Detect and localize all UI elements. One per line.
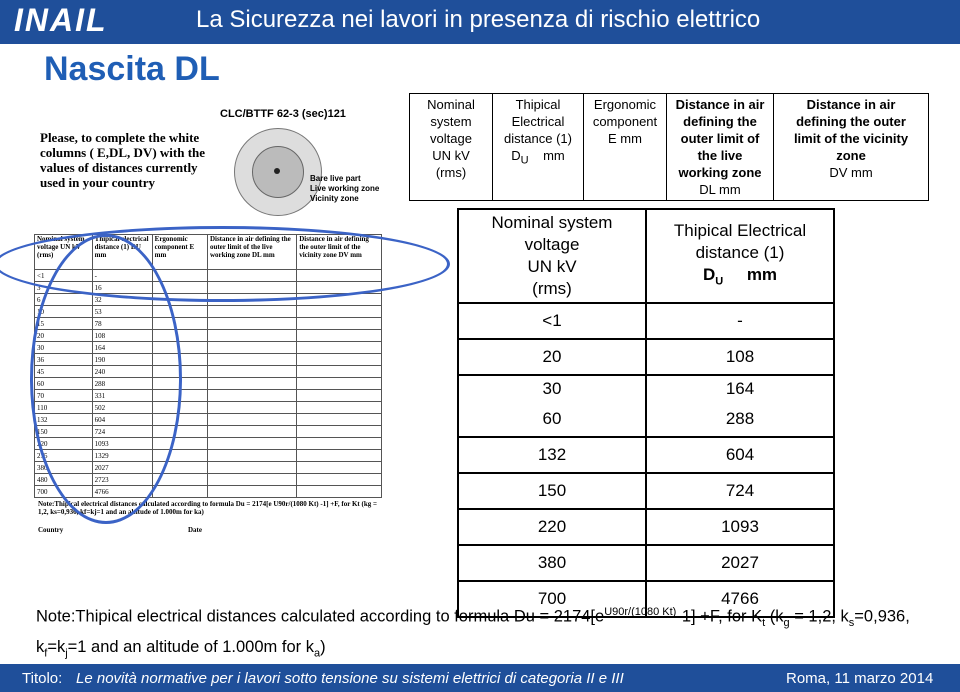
legend-item: Vicinity zone <box>310 194 359 203</box>
scan-cell: 108 <box>92 330 152 342</box>
legend-item: Bare live part <box>310 174 361 183</box>
scan-cell: 53 <box>92 306 152 318</box>
scan-instructions: Please, to complete the white columns ( E,DL, DV) with the values of distances currently used in your country <box>40 130 206 190</box>
scan-cell: - <box>92 270 152 282</box>
scan-header: Distance in air defining the outer limit of the live working zone DL mm <box>207 235 296 270</box>
scan-cell <box>297 366 382 378</box>
table-row <box>458 437 834 473</box>
scan-cell: 45 <box>35 366 93 378</box>
formula-note: Note:Thipical electrical distances calculated according to formula $Du = 2174[e^{U90r/(1080 Kt)}-1] +F$, for $K_t$ ($k_g = 1,2$, $k_s=0,936$, $k_f=k_j=1$ and an altitude of 1.000m for $k_a$) <box>36 606 910 660</box>
scan-cell: 32 <box>92 294 152 306</box>
scan-header: Thipical electrical distance (1) DU mm <box>92 235 152 270</box>
scan-cell: 700 <box>35 486 93 498</box>
column-header-voltage: Nominal system voltage UN kV (rms) <box>458 209 646 303</box>
distance-cell: 164 <box>646 375 834 402</box>
scan-cell <box>297 414 382 426</box>
scan-cell <box>207 438 296 450</box>
scan-cell <box>297 390 382 402</box>
scan-cell <box>207 390 296 402</box>
footer-date: Roma, 11 marzo 2014 <box>786 670 934 687</box>
scan-cell: 70 <box>35 390 93 402</box>
scan-cell: 1329 <box>92 450 152 462</box>
scan-cell <box>207 378 296 390</box>
scan-cell: 30 <box>35 342 93 354</box>
header-cell-electrical-distance: Thipical Electrical distance (1) $D_U$ mm <box>493 94 584 201</box>
scan-cell <box>207 354 296 366</box>
footer-bar <box>0 664 960 692</box>
scan-cell: 164 <box>92 342 152 354</box>
scan-cell <box>297 342 382 354</box>
scan-cell: 331 <box>92 390 152 402</box>
header-cell-voltage: Nominal system voltage UN kV (rms) <box>410 94 493 201</box>
scan-cell <box>207 342 296 354</box>
table-row <box>458 545 834 581</box>
scan-cell <box>207 474 296 486</box>
scan-cell <box>152 486 207 498</box>
scan-cell <box>207 486 296 498</box>
scan-cell: 20 <box>35 330 93 342</box>
scan-cell <box>297 306 382 318</box>
scan-cell <box>297 402 382 414</box>
voltage-cell: 380 <box>458 545 646 581</box>
scan-cell <box>207 318 296 330</box>
scan-cell: 3 <box>35 282 93 294</box>
scan-cell: 502 <box>92 402 152 414</box>
scan-code: CLC/BTTF 62-3 (sec)121 <box>220 108 346 120</box>
header-cell-ergonomic: Ergonomic component E mm <box>584 94 667 201</box>
scan-cell <box>297 330 382 342</box>
scan-cell: 6 <box>35 294 93 306</box>
scan-cell: 190 <box>92 354 152 366</box>
scan-cell <box>207 366 296 378</box>
distance-cell: 604 <box>646 437 834 473</box>
scan-date-label: Date <box>188 526 202 534</box>
voltage-cell: 30 <box>458 375 646 402</box>
scan-cell: 78 <box>92 318 152 330</box>
column-header-distance: Thipical Electrical distance (1) $D_U$ mm <box>646 209 834 303</box>
legend-item: Live working zone <box>310 184 380 193</box>
scan-header: Nominal system voltage UN kV (rms) <box>35 235 93 270</box>
scan-cell <box>297 486 382 498</box>
header-cell-dv: Distance in air defining the outer limit of the vicinity zone DV mm <box>774 94 929 201</box>
distance-cell: 1093 <box>646 509 834 545</box>
scan-cell <box>207 306 296 318</box>
table-row <box>458 402 834 437</box>
scan-cell: 724 <box>92 426 152 438</box>
scan-cell <box>207 426 296 438</box>
table-row <box>458 303 834 339</box>
scan-cell <box>207 330 296 342</box>
scan-cell <box>297 378 382 390</box>
distance-cell: 108 <box>646 339 834 375</box>
scan-cell <box>297 354 382 366</box>
bare-live-part-dot <box>274 168 280 174</box>
scan-cell: 110 <box>35 402 93 414</box>
scan-cell: 150 <box>35 426 93 438</box>
scan-cell: 10 <box>35 306 93 318</box>
voltage-cell: 132 <box>458 437 646 473</box>
voltage-cell: 150 <box>458 473 646 509</box>
scan-cell <box>297 438 382 450</box>
voltage-cell: <1 <box>458 303 646 339</box>
scan-cell: 1093 <box>92 438 152 450</box>
distance-cell: 4766 <box>646 581 834 617</box>
scan-country-label: Country <box>38 526 64 534</box>
header-cell-dl: Distance in air defining the outer limit of the live working zone DL mm <box>667 94 774 201</box>
scan-cell: 380 <box>35 462 93 474</box>
scan-header: Ergonomic component E mm <box>152 235 207 270</box>
scan-cell: 15 <box>35 318 93 330</box>
distance-cell: 2027 <box>646 545 834 581</box>
distance-table-body <box>458 303 834 617</box>
footer-label: Titolo: <box>22 670 63 687</box>
footer-subject: Le novità normative per i lavori sotto tensione su sistemi elettrici di categoria II e III <box>76 670 624 687</box>
distance-table <box>457 208 835 618</box>
table-row <box>458 375 834 402</box>
inail-logo: INAIL <box>14 2 108 38</box>
scan-cell: 4766 <box>92 486 152 498</box>
scan-cell: 132 <box>35 414 93 426</box>
highlight-ellipse-column <box>30 234 182 524</box>
scan-cell <box>297 318 382 330</box>
scan-cell <box>297 426 382 438</box>
scan-cell: 2027 <box>92 462 152 474</box>
scan-cell: 480 <box>35 474 93 486</box>
scan-cell: <1 <box>35 270 93 282</box>
scan-cell: 16 <box>92 282 152 294</box>
scan-cell <box>207 450 296 462</box>
scan-cell: 220 <box>35 438 93 450</box>
distance-cell: - <box>646 303 834 339</box>
scan-cell <box>297 474 382 486</box>
top-header-table <box>409 93 929 201</box>
header-title: La Sicurezza nei lavori in presenza di rischio elettrico <box>196 6 761 33</box>
table-row <box>458 339 834 375</box>
scan-note: Note:Thipical electrical distances calculated according to formula Du = 2174[e U90r/(1080 Kt) -1] +F, for Kt (kg = 1,2, ks=0,936, kf=kj=1 and an altitude of 1.000m for ka) <box>38 500 377 516</box>
scan-cell: 240 <box>92 366 152 378</box>
table-row <box>458 473 834 509</box>
scan-cell: 60 <box>35 378 93 390</box>
scan-cell <box>207 462 296 474</box>
scan-cell <box>207 402 296 414</box>
voltage-cell: 700 <box>458 581 646 617</box>
scan-cell <box>207 414 296 426</box>
voltage-cell: 60 <box>458 402 646 437</box>
table-row <box>458 509 834 545</box>
section-title: Nascita DL <box>44 50 220 88</box>
scan-cell: 36 <box>35 354 93 366</box>
scan-header: Distance in air defining the outer limit of the vicinity zone DV mm <box>297 235 382 270</box>
scan-cell: 2723 <box>92 474 152 486</box>
scan-cell: 288 <box>92 378 152 390</box>
voltage-cell: 220 <box>458 509 646 545</box>
voltage-cell: 20 <box>458 339 646 375</box>
distance-cell: 724 <box>646 473 834 509</box>
scan-cell <box>297 450 382 462</box>
scan-cell: 275 <box>35 450 93 462</box>
scan-cell <box>297 462 382 474</box>
scan-cell: 604 <box>92 414 152 426</box>
distance-cell: 288 <box>646 402 834 437</box>
